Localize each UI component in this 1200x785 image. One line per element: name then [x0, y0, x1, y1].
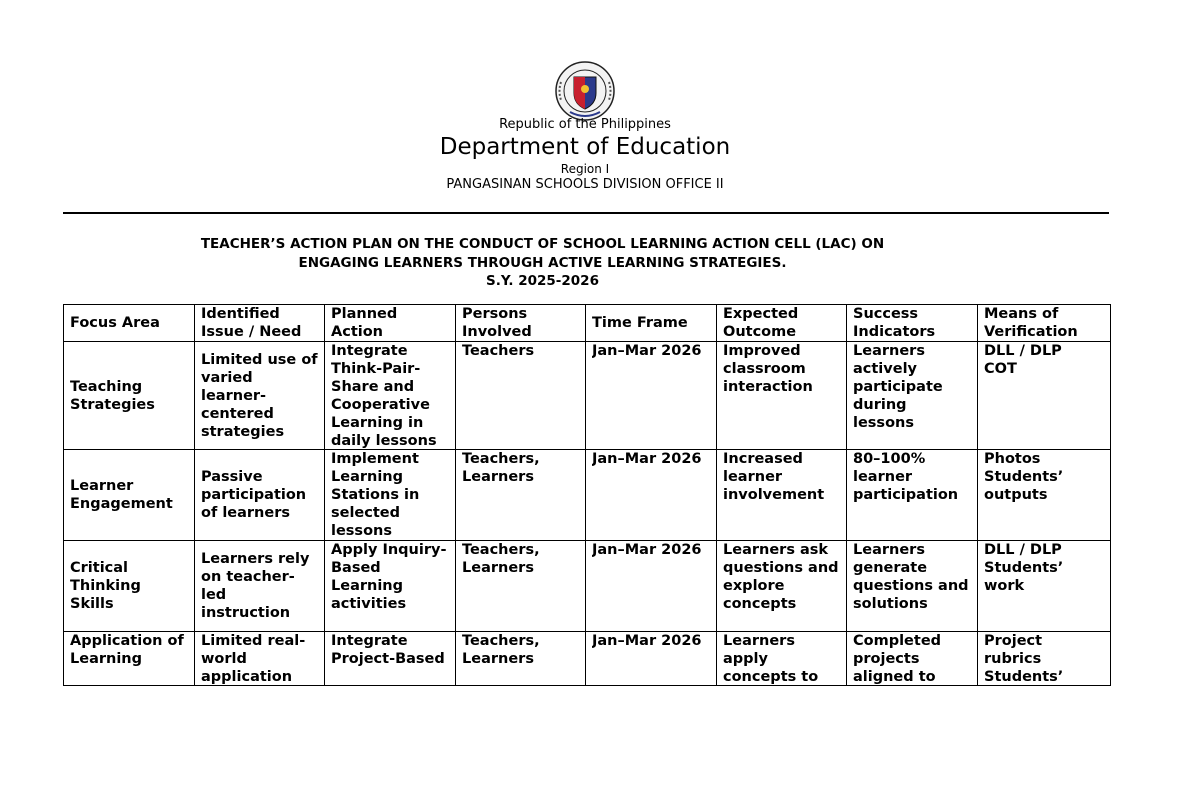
column-header-action: Planned Action	[325, 305, 456, 342]
action-cell	[325, 342, 456, 450]
column-header-issue: Identified Issue / Need	[195, 305, 325, 342]
time-frame-cell	[586, 541, 717, 632]
division-label: PANGASINAN SCHOOLS DIVISION OFFICE II	[446, 177, 724, 192]
cell-text: Jan–Mar 2026	[592, 343, 702, 359]
column-header-outcome: Expected Outcome	[717, 305, 847, 342]
issue-cell	[195, 342, 325, 450]
focus-area-cell	[64, 342, 195, 450]
deped-seal-icon	[548, 60, 622, 122]
cell-text: Learners apply concepts to	[723, 633, 819, 685]
cell-text: Apply Inquiry-Based Learning activities	[331, 542, 447, 612]
outcome-cell	[717, 342, 847, 450]
school-year-label: S.Y. 2025-2026	[486, 273, 599, 289]
cell-text: Teachers	[462, 343, 535, 359]
cell-text: Teaching Strategies	[70, 378, 155, 413]
cell-text: Improved classroom interaction	[723, 343, 813, 395]
focus-area-cell	[64, 450, 195, 541]
cell-text: Implement Learning Stations in selected lessons	[331, 451, 420, 539]
document-title-line-1: TEACHER’S ACTION PLAN ON THE CONDUCT OF SCHOOL LEARNING ACTION CELL (LAC) ON	[200, 236, 885, 252]
time-frame-cell	[586, 450, 717, 541]
indicators-cell	[847, 450, 978, 541]
verification-cell	[978, 541, 1111, 632]
persons-cell	[456, 342, 586, 450]
header-divider	[63, 212, 1109, 214]
focus-area-cell	[64, 632, 195, 686]
persons-cell	[456, 541, 586, 632]
column-header-verification: Means of Verification	[978, 305, 1111, 342]
cell-text: Application of Learning	[70, 633, 184, 667]
cell-text: Increased learner involvement	[723, 451, 825, 503]
department-title: Department of Education	[439, 134, 731, 160]
issue-cell	[195, 632, 325, 686]
cell-text: Project rubrics Students’	[984, 633, 1064, 685]
outcome-cell	[717, 541, 847, 632]
indicators-cell	[847, 342, 978, 450]
persons-cell	[456, 450, 586, 541]
column-header-focus-area: Focus Area	[64, 305, 195, 342]
issue-cell	[195, 450, 325, 541]
cell-text: Teachers, Learners	[462, 633, 540, 667]
cell-text: Teachers, Learners	[462, 451, 540, 485]
action-plan-table	[63, 304, 1111, 686]
cell-text: Critical Thinking Skills	[70, 560, 141, 612]
column-header-persons: Persons Involved	[456, 305, 586, 342]
verification-cell	[978, 632, 1111, 686]
verification-cell	[978, 450, 1111, 541]
action-cell	[325, 632, 456, 686]
indicators-cell	[847, 541, 978, 632]
cell-text: Completed projects aligned to	[853, 633, 942, 685]
cell-text: Jan–Mar 2026	[592, 542, 702, 558]
region-label: Region I	[560, 162, 610, 176]
focus-area-cell	[64, 541, 195, 632]
table-row	[64, 541, 1111, 632]
table-header-row	[64, 305, 1111, 342]
cell-text: Photos Students’ outputs	[984, 451, 1064, 503]
action-cell	[325, 541, 456, 632]
verification-cell	[978, 342, 1111, 450]
cell-text: Integrate Project-Based	[331, 633, 445, 667]
cell-text: Limited real-world application	[201, 633, 306, 685]
issue-cell	[195, 541, 325, 632]
cell-text: Teachers, Learners	[462, 542, 540, 576]
cell-text: DLL / DLP COT	[984, 343, 1062, 377]
table-row	[64, 632, 1111, 686]
cell-text: Learner Engagement	[70, 478, 173, 512]
cell-text: Integrate Think-Pair-Share and Cooperative Learning in daily lessons	[331, 343, 437, 449]
cell-text: 80–100% learner participation	[853, 451, 959, 503]
cell-text: Learners generate questions and solutions	[853, 542, 969, 612]
outcome-cell	[717, 632, 847, 686]
time-frame-cell	[586, 632, 717, 686]
action-cell	[325, 450, 456, 541]
cell-text: Jan–Mar 2026	[592, 451, 702, 467]
cell-text: Passive participation of learners	[201, 469, 307, 521]
cell-text: Learners actively participate during lessons	[853, 343, 943, 431]
cell-text: Jan–Mar 2026	[592, 633, 702, 649]
cell-text: DLL / DLP Students’ work	[984, 542, 1064, 594]
cell-text: Learners rely on teacher-led instruction	[201, 551, 310, 621]
table-row	[64, 450, 1111, 541]
table-row	[64, 342, 1111, 450]
persons-cell	[456, 632, 586, 686]
cell-text: Learners ask questions and explore concepts	[723, 542, 839, 612]
cell-text: Limited use of varied learner-centered strategies	[201, 351, 318, 440]
outcome-cell	[717, 450, 847, 541]
republic-label: Republic of the Philippines	[499, 117, 671, 132]
indicators-cell	[847, 632, 978, 686]
column-header-time-frame: Time Frame	[586, 305, 717, 342]
column-header-indicators: Success Indicators	[847, 305, 978, 342]
time-frame-cell	[586, 342, 717, 450]
document-title-line-2: ENGAGING LEARNERS THROUGH ACTIVE LEARNING STRATEGIES.	[298, 255, 787, 271]
